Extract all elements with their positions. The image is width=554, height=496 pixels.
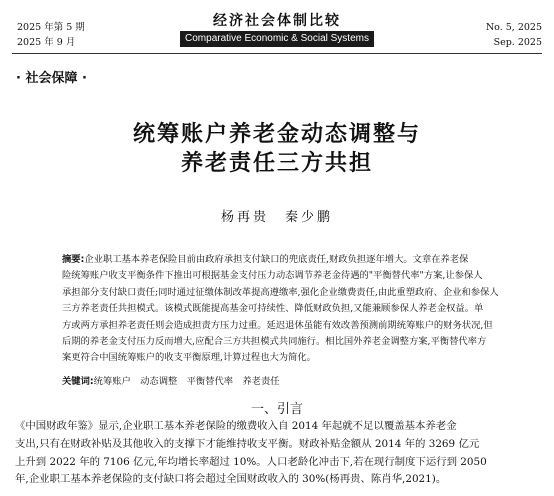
keywords-text: 统筹账户 动态调整 平衡替代率 养老责任 <box>93 376 280 387</box>
abstract-line: 后期的养老金支付压力反而增大,应配合三方共担模式共同施行。相比国外养老金调整方案,平衡替代率方 <box>62 335 487 347</box>
header-divider <box>12 53 542 54</box>
body-line: 《中国财政年鉴》显示,企业职工基本养老保险的缴费收入自 2014 年起就不足以覆盖基本养老金 <box>15 420 457 432</box>
section-heading-introduction: 一、引言 <box>250 402 303 417</box>
issue-info-en <box>486 20 542 50</box>
abstract-line: 险统筹账户收支平衡条件下推出可根据基金支付压力动态调节养老金待遇的"平衡替代率"方案,让参保人 <box>62 270 483 282</box>
keywords <box>62 373 530 387</box>
article-title-line-2: 养老责任三方共担 <box>180 150 373 176</box>
issue-date-cn: 2025 年 9 月 <box>17 37 76 48</box>
issue-date-en: Sep. 2025 <box>493 37 542 48</box>
body-line: 年,企业职工基本养老保险的支付缺口将会超过全国财政收入的 30%(杨再贵、陈肖华,2021)。 <box>15 473 447 486</box>
abstract-line: 案更符合中国统筹账户的收支平衡原理,计算过程也大为简化。 <box>62 352 316 364</box>
abstract-line <box>62 252 530 268</box>
journal-title: 经济社会体制比较 <box>213 13 341 29</box>
abstract <box>62 252 530 367</box>
keywords-label: 关键词: <box>62 376 94 387</box>
body-paragraph <box>15 418 541 489</box>
article-title-line-1: 统筹账户养老金动态调整与 <box>132 121 421 147</box>
issue-number-cn: 2025 年第 5 期 <box>17 22 85 33</box>
body-line: 上升到 2022 年的 7106 亿元,年均增长率超过 10%。人口老龄化冲击下,若在现行制度下运行到 2050 <box>15 455 487 468</box>
issue-info-cn <box>17 20 85 50</box>
abstract-text: 企业职工基本养老保险目前由政府承担支付缺口的兜底责任,财政负担逐年增大。文章在养老保 <box>84 254 469 265</box>
journal-english-title: Comparative Economic & Social Systems <box>180 31 374 47</box>
authors: 杨再贵 秦少鹏 <box>220 210 333 225</box>
abstract-line: 方或两方承担养老责任则会造成担责方压力过重。延迟退休虽能有效改善预测前期统筹账户的财务状况,但 <box>62 319 493 331</box>
abstract-line: 承担部分支付缺口责任;同时通过征缴体制改革提高遵缴率,强化企业缴费责任,由此重塑政府、企业和参保人 <box>62 286 499 298</box>
journal-masthead <box>180 12 374 47</box>
abstract-line: 三方养老责任共担模式。该模式既能提高基金可持续性、降低财政负担,又能兼顾参保人养老金权益。单 <box>62 303 484 315</box>
body-line: 支出,只有在财政补贴及其他收入的支撑下才能维持收支平衡。财政补贴金额从 2014 年的 3269 亿元 <box>15 437 480 450</box>
issue-number-en: No. 5, 2025 <box>485 22 542 33</box>
abstract-label: 摘要: <box>62 254 85 265</box>
section-label: · 社会保障 · <box>16 71 87 86</box>
